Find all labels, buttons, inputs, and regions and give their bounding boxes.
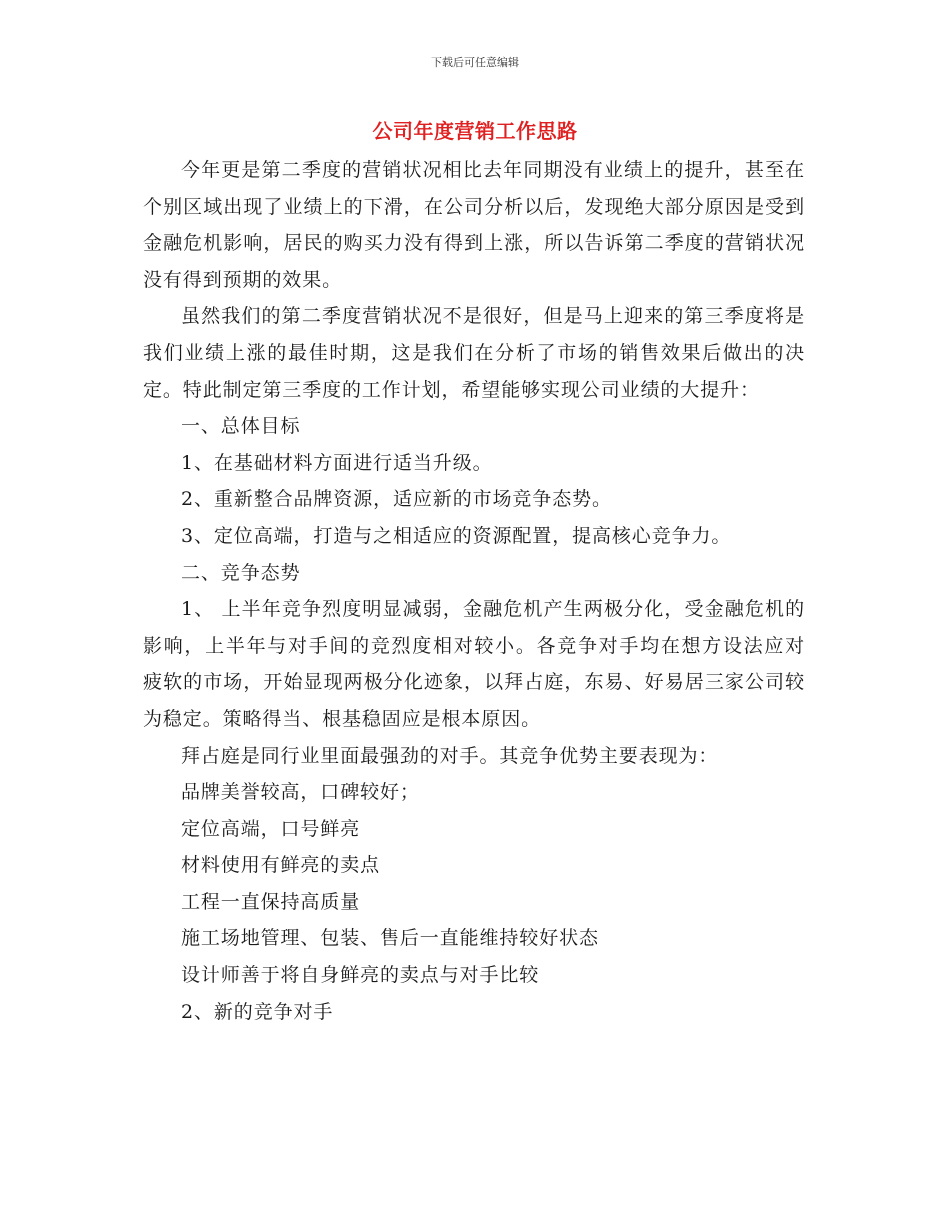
paragraph-competition-1: 1、 上半年竞争烈度明显减弱，金融危机产生两极分化，受金融危机的影响，上半年与对手间的竞烈度相对较小。各竞争对手均在想方设法应对 疲软的市场，开始显现两极分化迹象，以拜占庭，东易、好易居三家公司较为稳定。策略得当、根基稳固应是根本原因。 bbox=[143, 598, 805, 730]
document-body bbox=[143, 152, 805, 1030]
heading-competition: 二、竞争态势 bbox=[181, 561, 301, 584]
paragraph-byzantine: 拜占庭是同行业里面最强劲的对手。其竞争优势主要表现为： bbox=[181, 744, 719, 767]
heading-overall-goals: 一、总体目标 bbox=[181, 415, 301, 438]
list-item-advantage: 品牌美誉较高，口碑较好； bbox=[181, 781, 420, 804]
page-header: 下载后可任意编辑 bbox=[431, 56, 519, 69]
paragraph-intro: 今年更是第二季度的营销状况相比去年同期没有业绩上的提升，甚至在个别区域出现了业绩上的下滑，在公司分析以后，发现绝大部分原因是受到金融危机影响，居民的购买力没有得到上涨，所以告诉第二季度的营销状况没有得到预期的效果。 bbox=[143, 159, 805, 291]
list-item-advantage: 设计师善于将自身鲜亮的卖点与对手比较 bbox=[181, 964, 540, 987]
list-item-advantage: 定位高端，口号鲜亮 bbox=[181, 817, 361, 840]
heading-new-competitors: 2、新的竞争对手 bbox=[181, 1000, 334, 1023]
document-title: 公司年度营销工作思路 bbox=[372, 119, 578, 143]
paragraph-plan: 虽然我们的第二季度营销状况不是很好，但是马上迎来的第三季度将是我们业绩上涨的最佳时期，这是我们在分析了市场的销售效果后做出的决定。特此制定第三季度的工作计划，希望能够实现公司业绩的大提升： bbox=[143, 305, 805, 401]
list-item-advantage: 材料使用有鲜亮的卖点 bbox=[181, 854, 381, 877]
list-item-advantage: 工程一直保持高质量 bbox=[181, 890, 361, 913]
list-item-goal-1: 1、在基础材料方面进行适当升级。 bbox=[181, 451, 493, 474]
list-item-goal-2: 2、重新整合品牌资源，适应新的市场竞争态势。 bbox=[181, 488, 612, 511]
list-item-advantage: 施工场地管理、包装、售后一直能维持较好状态 bbox=[181, 927, 599, 950]
list-item-goal-3: 3、定位高端，打造与之相适应的资源配置，提高核心竞争力。 bbox=[181, 524, 732, 547]
